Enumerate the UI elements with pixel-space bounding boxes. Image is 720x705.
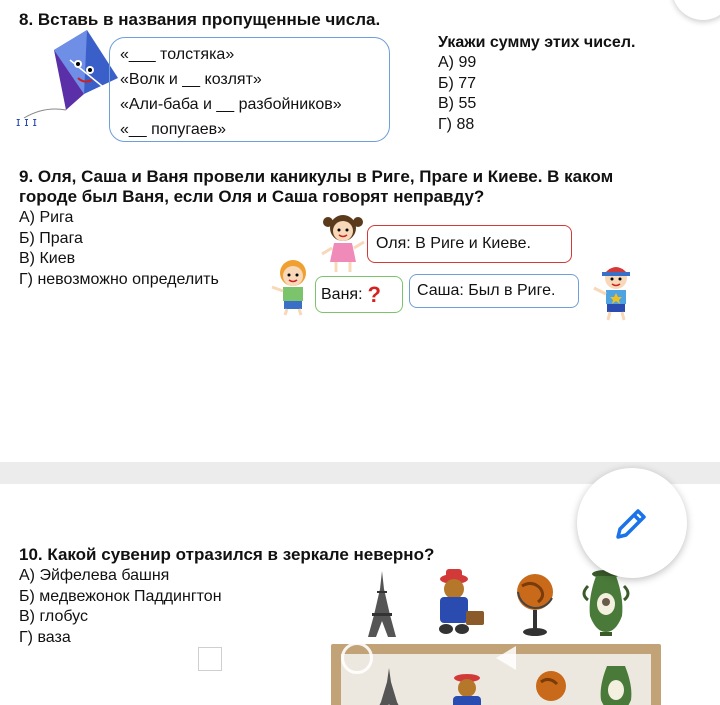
sasha-statement: Саша: Был в Риге. [417, 282, 556, 299]
q9-option-b[interactable]: Б) Прага [19, 229, 83, 247]
q9-options [19, 208, 219, 290]
q8-answer-block [438, 33, 635, 135]
svg-text:ɪ ɪ ɪ: ɪ ɪ ɪ [16, 115, 38, 129]
q8-sum-prompt: Укажи сумму этих чисел. [438, 34, 636, 51]
back-triangle-button[interactable] [494, 644, 518, 672]
q10-option-b[interactable]: Б) медвежонок Паддингтон [19, 587, 222, 605]
olya-statement: Оля: В Риге и Киеве. [376, 235, 531, 252]
nav-square-button[interactable] [198, 647, 222, 671]
paddington-reflection-icon [441, 668, 493, 705]
q9-title-line2: городе был Ваня, если Оля и Саша говорят неправду? [19, 187, 485, 206]
q10-title: 10. Какой сувенир отразился в зеркале неверно? [19, 545, 435, 564]
question-mark-icon: ? [367, 281, 381, 307]
eiffel-tower-icon [362, 569, 402, 639]
q10-option-c[interactable]: В) глобус [19, 608, 88, 625]
q10-option-d[interactable]: Г) ваза [19, 628, 71, 646]
q9-option-a[interactable]: А) Рига [19, 209, 74, 226]
q8-title: 8. Вставь в названия пропущенные числа. [19, 10, 381, 29]
globe-reflection-icon [531, 664, 571, 705]
q10-option-a[interactable]: А) Эйфелева башня [19, 567, 170, 584]
vanya-speech-bubble [315, 276, 403, 313]
vase-reflection-icon [593, 662, 639, 705]
q8-option-d[interactable]: Г) 88 [438, 115, 475, 133]
q9-option-d[interactable]: Г) невозможно определить [19, 270, 219, 288]
pencil-icon [612, 503, 652, 543]
paddington-bear-icon [424, 567, 490, 637]
book-titles-box [109, 37, 390, 142]
book-title-1: «___ толстяка» [120, 46, 235, 63]
vanya-character-icon [268, 257, 318, 317]
globe-icon [510, 568, 560, 640]
q9-title-line1: 9. Оля, Саша и Ваня провели каникулы в Риге, Праге и Киеве. В каком [19, 167, 614, 186]
q8-option-c[interactable]: В) 55 [438, 95, 477, 112]
sasha-character-icon [588, 260, 640, 322]
q8-option-a[interactable]: А) 99 [438, 54, 477, 71]
kite-icon [14, 28, 124, 133]
book-title-3: «Али-баба и __ разбойников» [120, 96, 342, 113]
home-circle-button[interactable] [341, 642, 373, 674]
vase-icon [578, 568, 634, 638]
eiffel-tower-reflection-icon [369, 666, 409, 705]
book-title-2: «Волк и __ козлят» [120, 71, 262, 88]
q9-option-c[interactable]: В) Киев [19, 250, 76, 267]
q8-option-b[interactable]: Б) 77 [438, 74, 477, 92]
book-title-4: «__ попугаев» [120, 121, 227, 138]
olya-speech-bubble [367, 225, 572, 263]
book-title-list [120, 42, 342, 142]
vanya-label: Ваня: [321, 285, 363, 303]
q10-options [19, 566, 222, 648]
q9-title [19, 167, 613, 207]
girl-character-icon [318, 210, 368, 274]
sasha-speech-bubble [409, 274, 579, 308]
edit-button[interactable] [577, 468, 687, 578]
